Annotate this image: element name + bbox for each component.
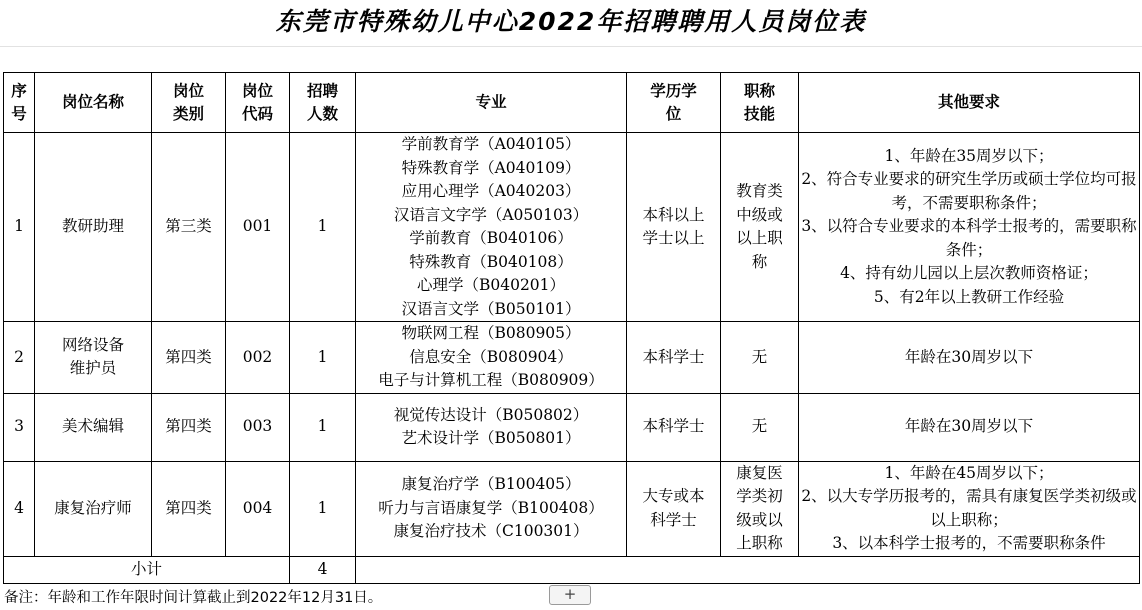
- cell-code: 002: [226, 322, 290, 394]
- sheet-top-edge: [0, 46, 1142, 73]
- cell-count: 1: [290, 461, 356, 556]
- cell-name: 康复治疗师: [35, 461, 152, 556]
- cell-other: 年龄在30周岁以下: [799, 393, 1140, 461]
- table-row: [4, 133, 1140, 322]
- cell-other: 年龄在30周岁以下: [799, 322, 1140, 394]
- cell-education: 大专或本 科学士: [627, 461, 721, 556]
- cell-other: 1、年龄在45周岁以下； 2、以大专学历报考的，需具有康复医学类初级或以上职称； 3、以本科学士报考的，不需要职称条件: [799, 461, 1140, 556]
- cell-seq: 4: [4, 461, 35, 556]
- cell-name: 教研助理: [35, 133, 152, 322]
- cell-seq: 2: [4, 322, 35, 394]
- cell-count: 1: [290, 322, 356, 394]
- table-row: [4, 461, 1140, 556]
- header-other: 其他要求: [799, 73, 1140, 133]
- header-education: 学历学 位: [627, 73, 721, 133]
- cell-education: 本科以上 学士以上: [627, 133, 721, 322]
- header-category: 岗位 类别: [152, 73, 226, 133]
- footnote: 备注：年龄和工作年限时间计算截止到2022年12月31日。: [4, 590, 383, 606]
- cell-category: 第四类: [152, 322, 226, 394]
- cell-category: 第四类: [152, 461, 226, 556]
- cell-majors: 学前教育学（A040105） 特殊教育学（A040109） 应用心理学（A040203） 汉语言文字学（A050103） 学前教育（B040106） 特殊教育（B040108） 心理学（B040201） 汉语言文学（B050101）: [356, 133, 627, 322]
- cell-count: 1: [290, 393, 356, 461]
- job-table: [3, 72, 1140, 584]
- subtotal-value: 4: [290, 556, 356, 583]
- header-row: [4, 73, 1140, 133]
- subtotal-empty: [356, 556, 1140, 583]
- table-row: [4, 393, 1140, 461]
- cell-title-skill: 康复医 学类初 级或以 上职称: [721, 461, 799, 556]
- subtotal-label: 小计: [4, 556, 290, 583]
- cell-category: 第四类: [152, 393, 226, 461]
- cell-title-skill: 教育类 中级或 以上职 称: [721, 133, 799, 322]
- cell-education: 本科学士: [627, 322, 721, 394]
- cell-seq: 1: [4, 133, 35, 322]
- cell-code: 001: [226, 133, 290, 322]
- cell-count: 1: [290, 133, 356, 322]
- cell-category: 第三类: [152, 133, 226, 322]
- cell-title-skill: 无: [721, 322, 799, 394]
- cell-code: 003: [226, 393, 290, 461]
- table-row: [4, 322, 1140, 394]
- cell-other: 1、年龄在35周岁以下； 2、符合专业要求的研究生学历或硕士学位均可报考，不需要职称条件； 3、以符合专业要求的本科学士报考的，需要职称条件； 4、持有幼儿园以上层次教师资格证； 5、有2年以上教研工作经验: [799, 133, 1140, 322]
- cell-name: 美术编辑: [35, 393, 152, 461]
- add-sheet-button[interactable]: +: [549, 585, 591, 605]
- cell-title-skill: 无: [721, 393, 799, 461]
- header-seq: 序 号: [4, 73, 35, 133]
- cell-majors: 康复治疗学（B100405） 听力与言语康复学（B100408） 康复治疗技术（C100301）: [356, 461, 627, 556]
- cell-code: 004: [226, 461, 290, 556]
- cell-name: 网络设备 维护员: [35, 322, 152, 394]
- header-name: 岗位名称: [35, 73, 152, 133]
- header-code: 岗位 代码: [226, 73, 290, 133]
- subtotal-row: [4, 556, 1140, 583]
- header-count: 招聘 人数: [290, 73, 356, 133]
- cell-education: 本科学士: [627, 393, 721, 461]
- page-title: 东莞市特殊幼儿中心2022年招聘聘用人员岗位表: [275, 7, 867, 36]
- header-title-skill: 职称 技能: [721, 73, 799, 133]
- header-major: 专业: [356, 73, 627, 133]
- cell-majors: 物联网工程（B080905） 信息安全（B080904） 电子与计算机工程（B080909）: [356, 322, 627, 394]
- cell-majors: 视觉传达设计（B050802） 艺术设计学（B050801）: [356, 393, 627, 461]
- cell-seq: 3: [4, 393, 35, 461]
